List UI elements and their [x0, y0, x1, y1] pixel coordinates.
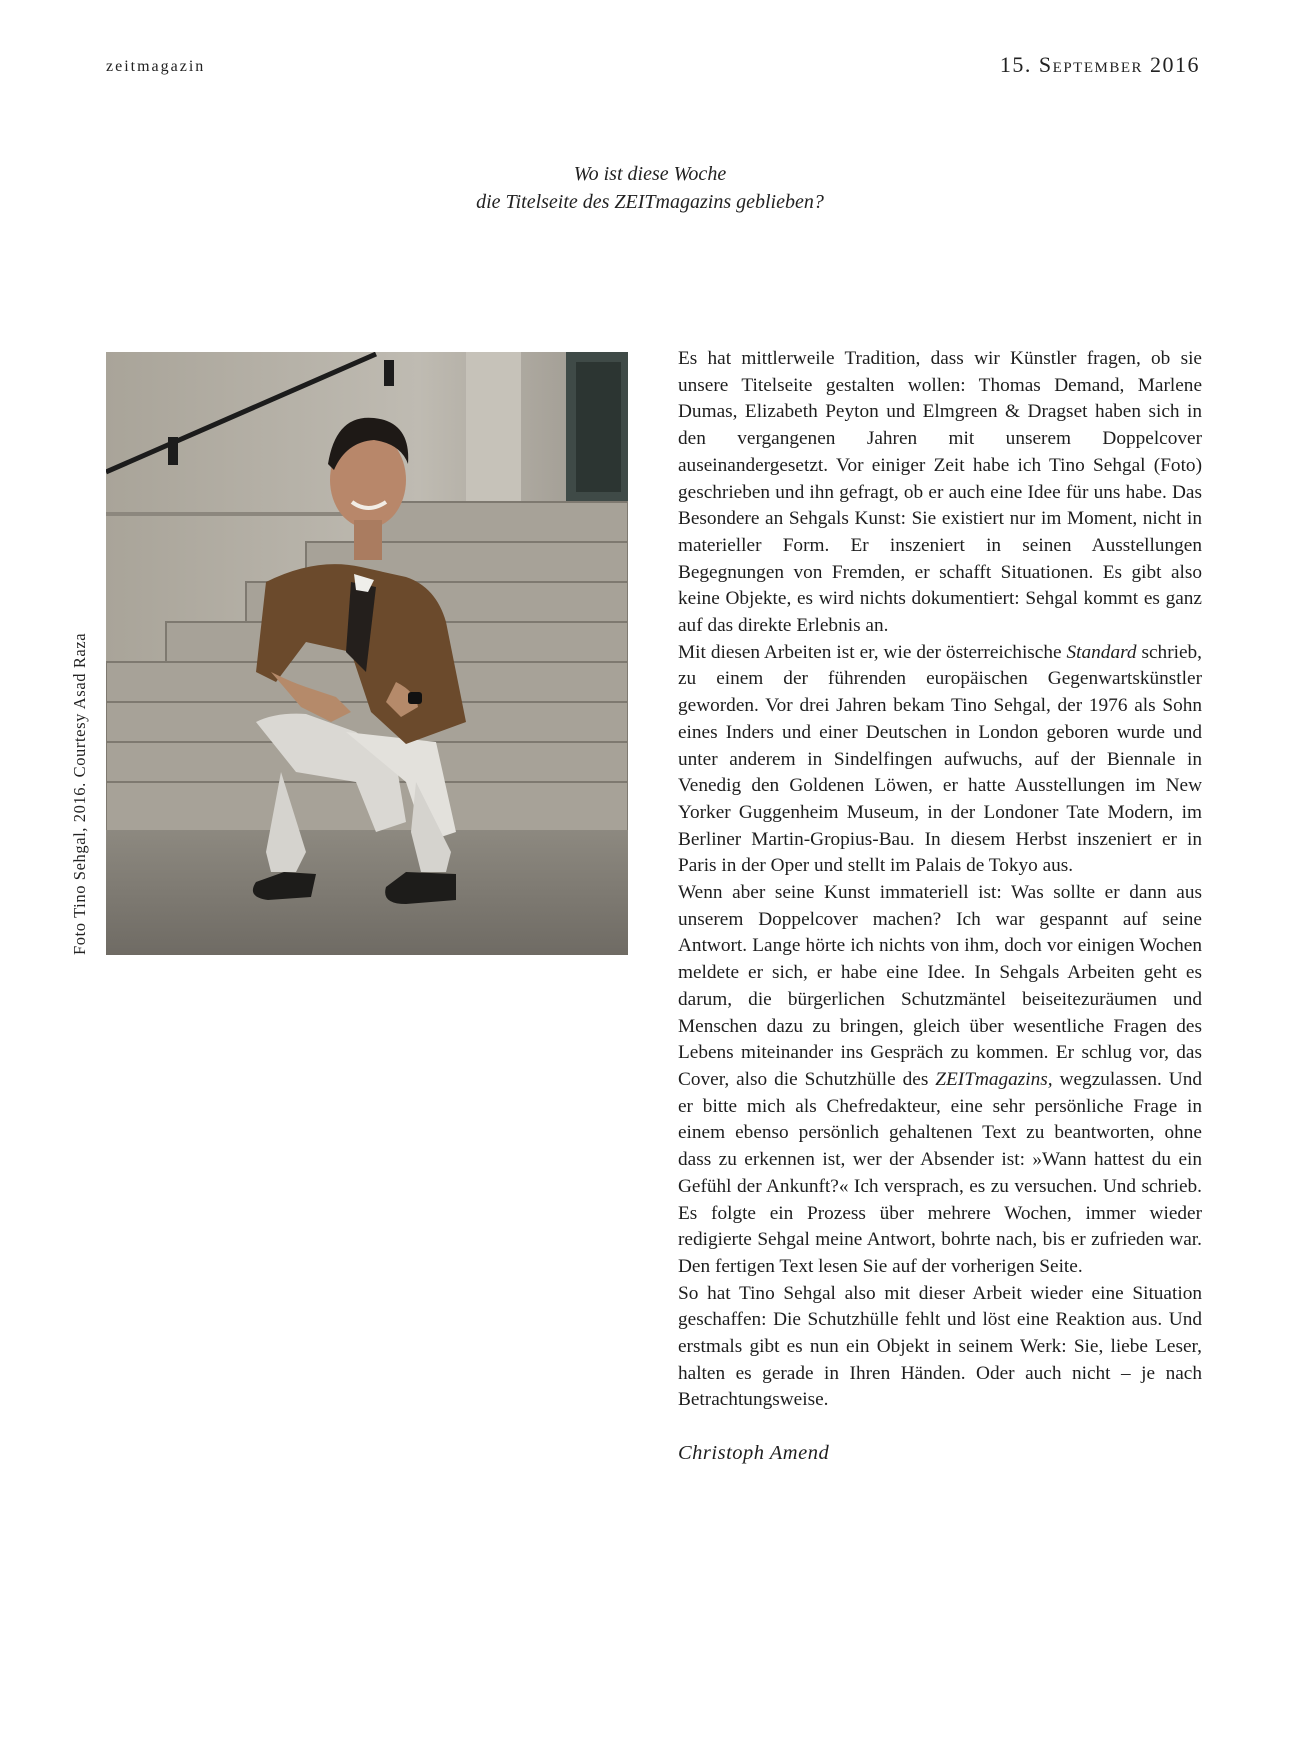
paragraph-3-text-b: wegzulassen. Und er bitte mich als Chefredakteur, eine sehr persönliche Frage in einem ebenso persönlich gehaltenen Text zu beantworten, ohne dass zu erkennen ist, wer der Absender ist: »Wann hattest du ein Gefühl der Ankunft?« Ich versprach, es zu versuchen. Und schrieb. Es folgte ein Prozess über mehrere Wochen, immer wieder redigierte Sehgal meine Antwort, bohrte nach, bis er zufrieden war. Den fertigen Text lesen Sie auf der vorherigen Seite. [678, 1068, 1203, 1277]
editorial-article [678, 346, 1202, 1467]
publication-name: zeitmagazin [106, 58, 206, 75]
issue-date: 15. September 2016 [999, 52, 1200, 77]
portrait-photo [106, 352, 628, 955]
author-signature: Christoph Amend [678, 1442, 830, 1465]
article-paragraph-2 [678, 640, 1202, 880]
article-paragraph-1 [678, 346, 1202, 640]
photo-credit: Foto Tino Sehgal, 2016. Courtesy Asad Raza [70, 632, 89, 955]
article-paragraph-4: So hat Tino Sehgal also mit dieser Arbeit wieder eine Situation geschaffen: Die Schutzhülle fehlt und löst eine Reaktion aus. Und erstmals gibt es nun ein Objekt in seinem Werk: Sie, liebe Leser, halten es gerade in Ihren Händen. Oder auch nicht – je nach Betrachtungsweise. [678, 1282, 1202, 1411]
question-line-2: die Titelseite des ZEITmagazins geblieben? [476, 191, 824, 213]
headline-question [0, 160, 1300, 216]
paragraph-3-text-a: Wenn aber seine Kunst immateriell ist: Was sollte er dann aus unserem Doppelcover machen? Ich war gespannt auf seine Antwort. Lange hörte ich nichts von ihm, doch vor einigen Wochen meldete er sich, er habe eine Idee. In Sehgals Arbeiten geht es darum, die bürgerlichen Schutzmäntel beiseitezuräumen und Menschen dazu zu bringen, gleich über wesentliche Fragen des Lebens miteinander ins Gespräch zu kommen. Er schlug vor, das Cover, also die Schutzhülle des [678, 882, 1202, 1090]
paragraph-3-italic: ZEITmagazins, [935, 1068, 1053, 1090]
portrait-illustration [106, 352, 628, 955]
question-line-1: Wo ist diese Woche [573, 163, 727, 185]
paragraph-2-text-b: schrieb, zu einem der führenden europäischen Gegenwartskünstler geworden. Vor drei Jahren bekam Tino Sehgal, der 1976 als Sohn eines Inders und einer Deutschen in London geboren wurde und unter anderem in Sindelfingen aufwuchs, auf der Biennale in Venedig den Goldenen Löwen, er hatte Ausstellungen im New Yorker Guggenheim Museum, in der Londoner Tate Modern, im Berliner Martin-Gropius-Bau. In diesem Herbst inszeniert er in Paris in der Oper und stellt im Palais de Tokyo aus. [678, 641, 1202, 877]
article-paragraph-3 [678, 880, 1202, 1281]
paragraph-1-text: Es hat mittlerweile Tradition, dass wir Künstler fragen, ob sie unsere Titelseite gestalten wollen: Thomas Demand, Marlene Dumas, Elizabeth Peyton und Elmgreen & Dragset haben sich in den vergangenen Jahren mit unserem Doppelcover auseinandergesetzt. Vor einiger Zeit habe ich Tino Sehgal (Foto) geschrieben und ihn gefragt, ob er auch eine Idee für uns habe. Das Besondere an Sehgals Kunst: Sie existiert nur im Moment, nicht in materieller Form. Er inszeniert in seinen Ausstellungen Begegnungen von Fremden, er schafft Situationen. Es gibt also keine Objekte, es wird nichts dokumentiert: Sehgal kommt es ganz auf das direkte Erlebnis an. [678, 348, 1202, 637]
paragraph-2-text-a: Mit diesen Arbeiten ist er, wie der österreichische [678, 641, 1067, 663]
paragraph-2-italic: Standard [1066, 641, 1137, 663]
